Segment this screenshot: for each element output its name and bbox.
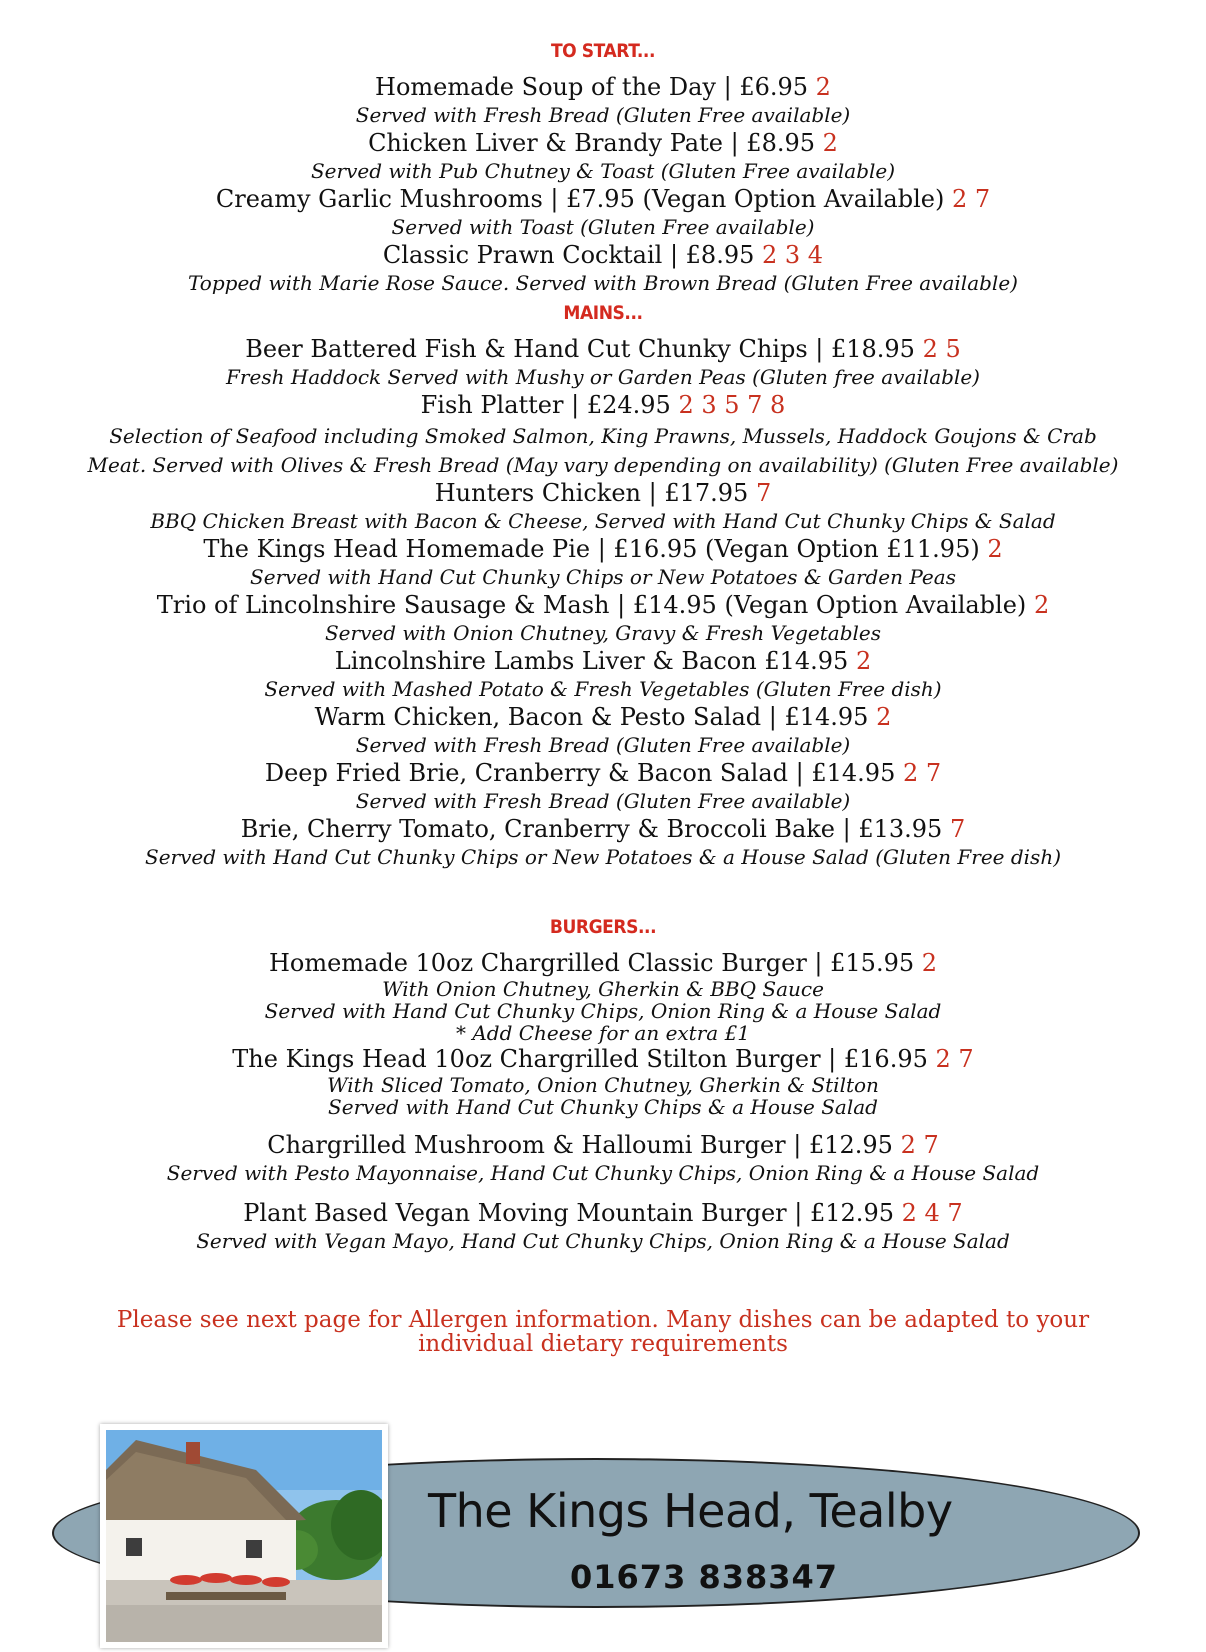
item-description: Served with Fresh Bread (Gluten Free available) — [355, 103, 851, 127]
item-name: The Kings Head 10oz Chargrilled Stilton Burger | £16.95 — [232, 1045, 928, 1073]
pub-photo-icon — [106, 1430, 382, 1642]
menu-item — [0, 590, 1206, 646]
item-description: Served with Fresh Bread (Gluten Free available) — [355, 789, 851, 813]
item-description: With Onion Chutney, Gherkin & BBQ Sauce — [382, 977, 824, 1001]
allergen-notice — [0, 1308, 1206, 1356]
menu-item — [0, 814, 1206, 870]
item-name: Homemade Soup of the Day | £6.95 — [375, 73, 809, 101]
venue-name: The Kings Head, Tealby — [428, 1484, 953, 1538]
allergen-codes: 2 — [1033, 591, 1050, 619]
burgers-list — [0, 948, 1206, 1254]
item-name: Fish Platter | £24.95 — [420, 391, 671, 419]
menu-item — [0, 534, 1206, 590]
item-description: Served with Hand Cut Chunky Chips or New Potatoes & a House Salad (Gluten Free dish) — [145, 845, 1061, 869]
allergen-codes: 2 — [987, 535, 1003, 563]
menu-item — [0, 334, 1206, 390]
item-description: Served with Onion Chutney, Gravy & Fresh Vegetables — [324, 621, 881, 645]
allergen-codes: 2 7 — [900, 1131, 939, 1159]
allergen-codes: 7 — [949, 815, 966, 843]
allergen-codes: 2 — [855, 647, 872, 675]
menu-item — [0, 1198, 1206, 1254]
allergen-codes: 2 5 — [922, 335, 961, 363]
item-name: Deep Fried Brie, Cranberry & Bacon Salad | £14.95 — [264, 759, 896, 787]
menu-item — [0, 948, 1206, 1044]
allergen-codes: 2 — [815, 73, 831, 101]
item-name: Hunters Chicken | £17.95 — [434, 479, 749, 507]
allergen-codes: 7 — [755, 479, 772, 507]
section-title-mains: MAINS... — [563, 302, 643, 324]
menu-item — [0, 128, 1206, 184]
item-name: Warm Chicken, Bacon & Pesto Salad | £14.95 — [314, 703, 869, 731]
item-name: Chicken Liver & Brandy Pate | £8.95 — [368, 129, 816, 157]
menu-item — [0, 390, 1206, 478]
thatched-pub-photo — [100, 1424, 388, 1648]
allergen-codes: 2 7 — [935, 1045, 974, 1073]
starters-list — [0, 72, 1206, 296]
allergen-codes: 2 — [822, 129, 838, 157]
mains-list — [0, 334, 1206, 870]
phone-number: 01673 838347 — [570, 1558, 839, 1596]
item-name: Trio of Lincolnshire Sausage & Mash | £14.95 (Vegan Option Available) — [156, 591, 1027, 619]
section-title-starters: TO START... — [550, 40, 656, 62]
allergen-codes: 2 4 7 — [901, 1199, 963, 1227]
footer-banner — [0, 1440, 1206, 1650]
item-description: Served with Vegan Mayo, Hand Cut Chunky Chips, Onion Ring & a House Salad — [196, 1229, 1010, 1253]
item-description: Served with Hand Cut Chunky Chips, Onion Ring & a House Salad — [264, 999, 942, 1023]
item-description: Topped with Marie Rose Sauce. Served with Brown Bread (Gluten Free available) — [188, 271, 1018, 295]
menu-item — [0, 758, 1206, 814]
menu-item — [0, 1130, 1206, 1186]
item-description: Served with Mashed Potato & Fresh Vegetables (Gluten Free dish) — [264, 677, 942, 701]
item-description: Served with Pesto Mayonnaise, Hand Cut Chunky Chips, Onion Ring & a House Salad — [166, 1161, 1040, 1185]
item-name: Brie, Cherry Tomato, Cranberry & Broccoli Bake | £13.95 — [240, 815, 943, 843]
item-name: Lincolnshire Lambs Liver & Bacon £14.95 — [334, 647, 849, 675]
menu-item — [0, 240, 1206, 296]
menu-item — [0, 478, 1206, 534]
menu-content — [0, 34, 1206, 1356]
item-description: * Add Cheese for an extra £1 — [455, 1021, 751, 1045]
item-description: Fresh Haddock Served with Mushy or Garden Peas (Gluten free available) — [226, 365, 980, 389]
item-name: Chargrilled Mushroom & Halloumi Burger | £12.95 — [267, 1131, 893, 1159]
item-name: The Kings Head Homemade Pie | £16.95 (Vegan Option £11.95) — [203, 535, 980, 563]
menu-item — [0, 646, 1206, 702]
item-name: Creamy Garlic Mushrooms | £7.95 (Vegan Option Available) — [215, 185, 945, 213]
allergen-codes: 2 3 5 7 8 — [678, 391, 786, 419]
item-description: Served with Pub Chutney & Toast (Gluten Free available) — [310, 159, 896, 183]
section-title-burgers: BURGERS... — [549, 916, 657, 938]
item-description: Selection of Seafood including Smoked Salmon, King Prawns, Mussels, Haddock Goujons & Crab — [109, 424, 1097, 448]
notice-line: individual dietary requirements — [418, 1331, 788, 1357]
item-description: Served with Fresh Bread (Gluten Free available) — [355, 733, 851, 757]
item-description: Served with Hand Cut Chunky Chips or New Potatoes & Garden Peas — [250, 565, 956, 589]
item-name: Beer Battered Fish & Hand Cut Chunky Chips | £18.95 — [245, 335, 915, 363]
allergen-codes: 2 — [921, 949, 938, 977]
item-name: Classic Prawn Cocktail | £8.95 — [382, 241, 755, 269]
item-description: With Sliced Tomato, Onion Chutney, Gherkin & Stilton — [327, 1073, 879, 1097]
item-description: BBQ Chicken Breast with Bacon & Cheese, Served with Hand Cut Chunky Chips & Salad — [150, 509, 1056, 533]
item-name: Homemade 10oz Chargrilled Classic Burger | £15.95 — [268, 949, 915, 977]
allergen-codes: 2 — [876, 703, 892, 731]
menu-item — [0, 72, 1206, 128]
menu-item — [0, 184, 1206, 240]
allergen-codes: 2 7 — [902, 759, 942, 787]
notice-line: Please see next page for Allergen information. Many dishes can be adapted to your — [116, 1307, 1090, 1333]
menu-item — [0, 1044, 1206, 1118]
allergen-codes: 2 7 — [951, 185, 991, 213]
item-description: Served with Hand Cut Chunky Chips & a House Salad — [328, 1095, 878, 1119]
item-description: Served with Toast (Gluten Free available) — [391, 215, 815, 239]
item-description: Meat. Served with Olives & Fresh Bread (May vary depending on availability) (Gluten Free available) — [87, 453, 1119, 477]
allergen-codes: 2 3 4 — [762, 241, 824, 269]
item-name: Plant Based Vegan Moving Mountain Burger | £12.95 — [243, 1199, 894, 1227]
menu-item — [0, 702, 1206, 758]
